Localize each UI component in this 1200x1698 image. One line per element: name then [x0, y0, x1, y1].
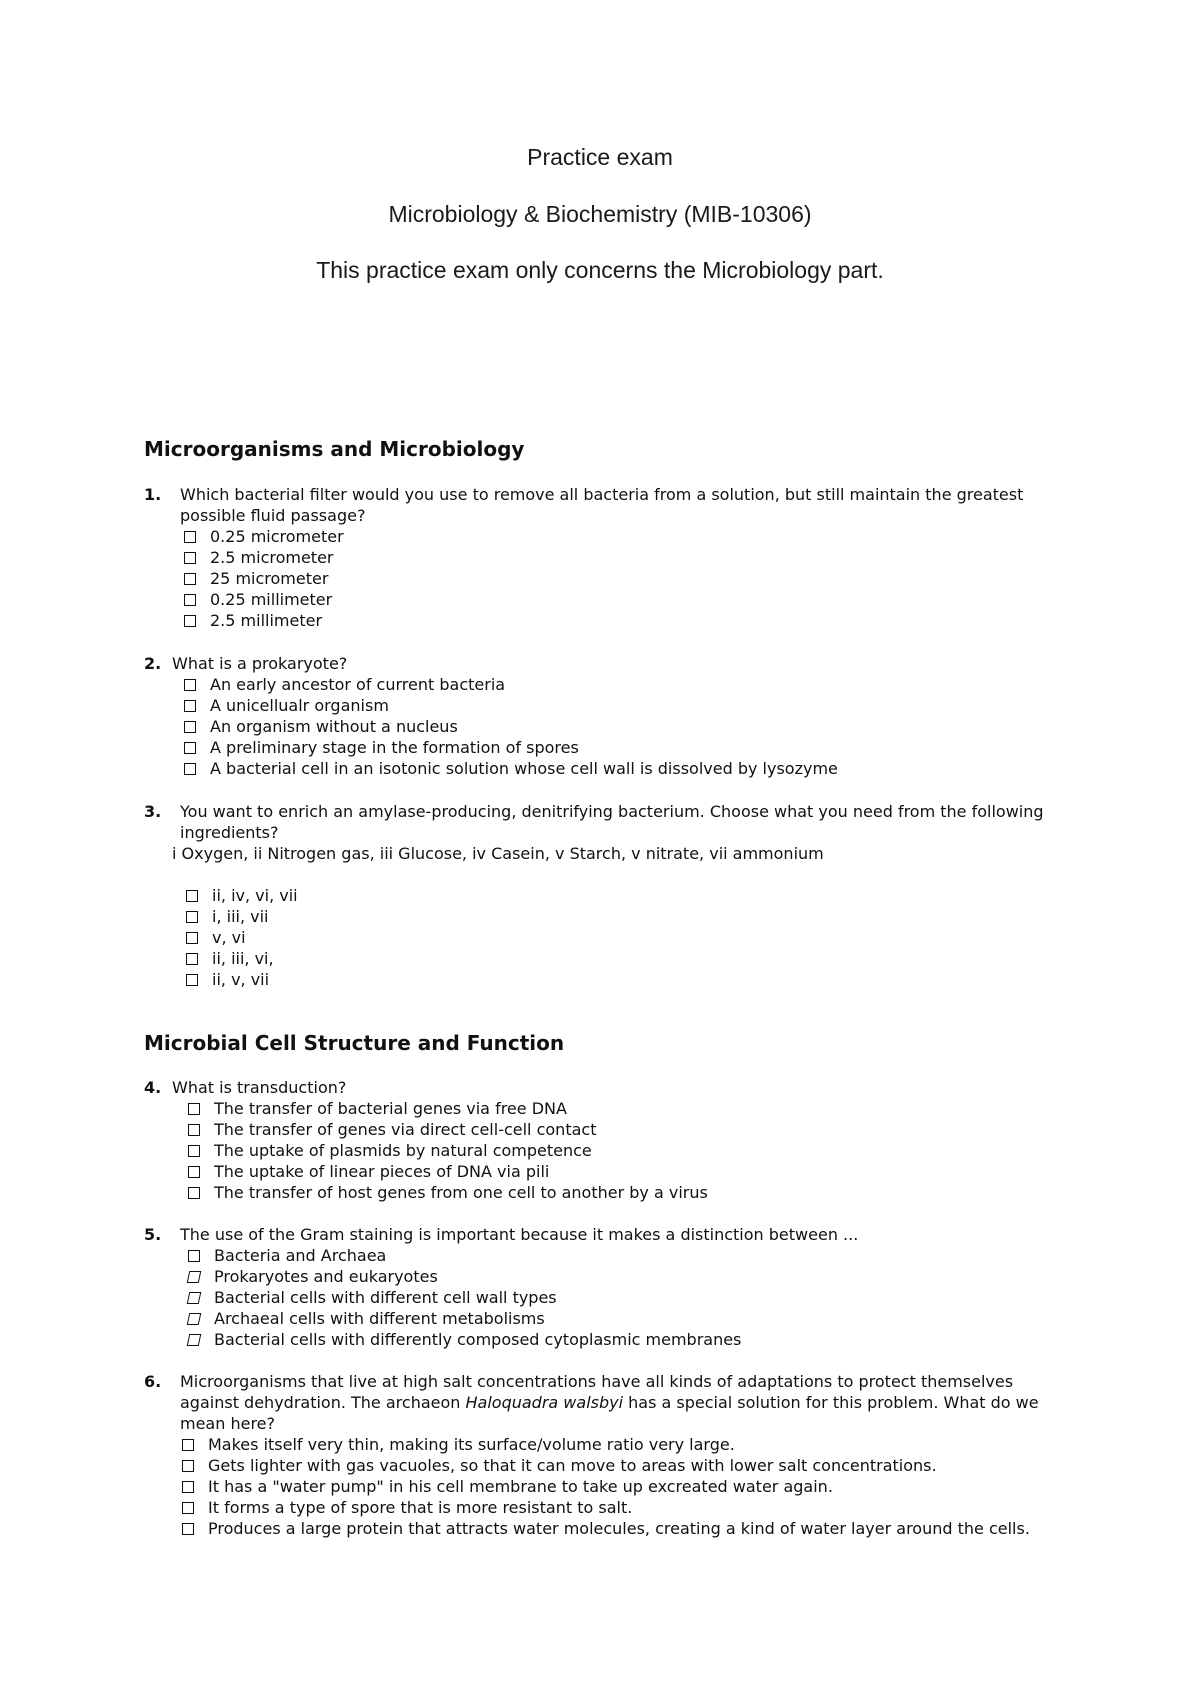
- answer-option[interactable]: A unicellualr organism: [184, 695, 1074, 716]
- question-text: What is a prokaryote?: [172, 654, 348, 673]
- checkbox-icon[interactable]: [188, 1145, 200, 1157]
- question-2: [144, 653, 1074, 779]
- checkbox-icon[interactable]: [182, 1523, 194, 1535]
- question-text: The use of the Gram staining is important because it makes a distinction between ...: [180, 1225, 859, 1244]
- answer-option[interactable]: Bacterial cells with different cell wall types: [188, 1287, 1074, 1308]
- question-number: 2.: [144, 654, 162, 673]
- checkbox-icon[interactable]: [186, 911, 198, 923]
- answer-option[interactable]: A bacterial cell in an isotonic solution whose cell wall is dissolved by lysozyme: [184, 758, 1074, 779]
- answer-option[interactable]: A preliminary stage in the formation of spores: [184, 737, 1074, 758]
- answer-option[interactable]: The transfer of host genes from one cell to another by a virus: [188, 1182, 1074, 1203]
- checkbox-icon[interactable]: [184, 721, 196, 733]
- question-number: 5.: [144, 1225, 162, 1244]
- answer-option[interactable]: The transfer of genes via direct cell-cell contact: [188, 1119, 1074, 1140]
- question-number: 6.: [144, 1372, 162, 1391]
- answer-option[interactable]: The uptake of linear pieces of DNA via pili: [188, 1161, 1074, 1182]
- question-4: [144, 1077, 1074, 1203]
- checkbox-icon[interactable]: [184, 552, 196, 564]
- question-3: [144, 801, 1074, 990]
- question-number: 3.: [144, 802, 162, 821]
- question-5: [144, 1224, 1074, 1350]
- answer-option[interactable]: An early ancestor of current bacteria: [184, 674, 1074, 695]
- answer-option[interactable]: 0.25 micrometer: [184, 526, 1074, 547]
- question-text: What is transduction?: [172, 1078, 347, 1097]
- checkbox-icon[interactable]: [184, 615, 196, 627]
- answer-options: [188, 1245, 1074, 1350]
- checkbox-icon[interactable]: [184, 531, 196, 543]
- answer-option[interactable]: i, iii, vii: [186, 906, 1074, 927]
- question-6: [144, 1371, 1074, 1539]
- checkbox-icon[interactable]: [184, 763, 196, 775]
- answer-option[interactable]: Produces a large protein that attracts water molecules, creating a kind of water layer around the cells.: [182, 1518, 1074, 1539]
- answer-option[interactable]: Makes itself very thin, making its surface/volume ratio very large.: [182, 1434, 1074, 1455]
- checkbox-icon[interactable]: [186, 953, 198, 965]
- checkbox-icon[interactable]: [182, 1502, 194, 1514]
- checkbox-icon[interactable]: [187, 1334, 202, 1346]
- answer-option[interactable]: The uptake of plasmids by natural competence: [188, 1140, 1074, 1161]
- answer-option[interactable]: 0.25 millimeter: [184, 589, 1074, 610]
- answer-options: [182, 1434, 1074, 1539]
- checkbox-icon[interactable]: [184, 573, 196, 585]
- answer-option[interactable]: Prokaryotes and eukaryotes: [188, 1266, 1074, 1287]
- answer-option[interactable]: The transfer of bacterial genes via free DNA: [188, 1098, 1074, 1119]
- answer-option[interactable]: ii, iii, vi,: [186, 948, 1074, 969]
- checkbox-icon[interactable]: [188, 1250, 200, 1262]
- page-title: Practice exam: [527, 144, 673, 170]
- answer-options: [184, 526, 1074, 631]
- answer-option[interactable]: 2.5 millimeter: [184, 610, 1074, 631]
- exam-note: This practice exam only concerns the Microbiology part.: [316, 257, 884, 283]
- answer-option[interactable]: Bacteria and Archaea: [188, 1245, 1074, 1266]
- answer-option[interactable]: ii, iv, vi, vii: [186, 885, 1074, 906]
- question-text: Which bacterial filter would you use to remove all bacteria from a solution, but still maintain the greatest possible fluid passage?: [180, 485, 1024, 525]
- checkbox-icon[interactable]: [186, 932, 198, 944]
- answer-options: [184, 674, 1074, 779]
- answer-options: [188, 1098, 1074, 1203]
- checkbox-icon[interactable]: [186, 890, 198, 902]
- section-heading: Microorganisms and Microbiology: [144, 437, 525, 461]
- answer-options: [186, 885, 1074, 990]
- section-heading: Microbial Cell Structure and Function: [144, 1031, 565, 1055]
- answer-option[interactable]: v, vi: [186, 927, 1074, 948]
- checkbox-icon[interactable]: [184, 742, 196, 754]
- answer-option[interactable]: It has a "water pump" in his cell membrane to take up excreated water again.: [182, 1476, 1074, 1497]
- checkbox-icon[interactable]: [184, 700, 196, 712]
- question-text: Microorganisms that live at high salt concentrations have all kinds of adaptations to protect themselves against dehydration. The archaeon Haloquadra walsbyi has a special solution for this problem. What do we mean here?: [180, 1372, 1039, 1433]
- question-1: [144, 484, 1074, 631]
- checkbox-icon[interactable]: [188, 1187, 200, 1199]
- answer-option[interactable]: An organism without a nucleus: [184, 716, 1074, 737]
- checkbox-icon[interactable]: [182, 1460, 194, 1472]
- course-title: Microbiology & Biochemistry (MIB-10306): [388, 201, 812, 227]
- checkbox-icon[interactable]: [184, 594, 196, 606]
- checkbox-icon[interactable]: [187, 1292, 202, 1304]
- species-name: Haloquadra walsbyi: [465, 1393, 624, 1412]
- answer-option[interactable]: 25 micrometer: [184, 568, 1074, 589]
- ingredient-list: i Oxygen, ii Nitrogen gas, iii Glucose, iv Casein, v Starch, v nitrate, vii ammonium: [172, 844, 824, 863]
- answer-option[interactable]: Gets lighter with gas vacuoles, so that it can move to areas with lower salt concentrations.: [182, 1455, 1074, 1476]
- question-text: You want to enrich an amylase-producing, denitrifying bacterium. Choose what you need from the following ingredients?: [180, 802, 1044, 842]
- answer-option[interactable]: It forms a type of spore that is more resistant to salt.: [182, 1497, 1074, 1518]
- checkbox-icon[interactable]: [184, 679, 196, 691]
- checkbox-icon[interactable]: [182, 1439, 194, 1451]
- answer-option[interactable]: 2.5 micrometer: [184, 547, 1074, 568]
- checkbox-icon[interactable]: [182, 1481, 194, 1493]
- answer-option[interactable]: ii, v, vii: [186, 969, 1074, 990]
- question-number: 4.: [144, 1078, 162, 1097]
- checkbox-icon[interactable]: [187, 1313, 202, 1325]
- answer-option[interactable]: Bacterial cells with differently composed cytoplasmic membranes: [188, 1329, 1074, 1350]
- checkbox-icon[interactable]: [188, 1166, 200, 1178]
- checkbox-icon[interactable]: [186, 974, 198, 986]
- answer-option[interactable]: Archaeal cells with different metabolisms: [188, 1308, 1074, 1329]
- checkbox-icon[interactable]: [187, 1271, 202, 1283]
- question-number: 1.: [144, 485, 162, 504]
- checkbox-icon[interactable]: [188, 1124, 200, 1136]
- checkbox-icon[interactable]: [188, 1103, 200, 1115]
